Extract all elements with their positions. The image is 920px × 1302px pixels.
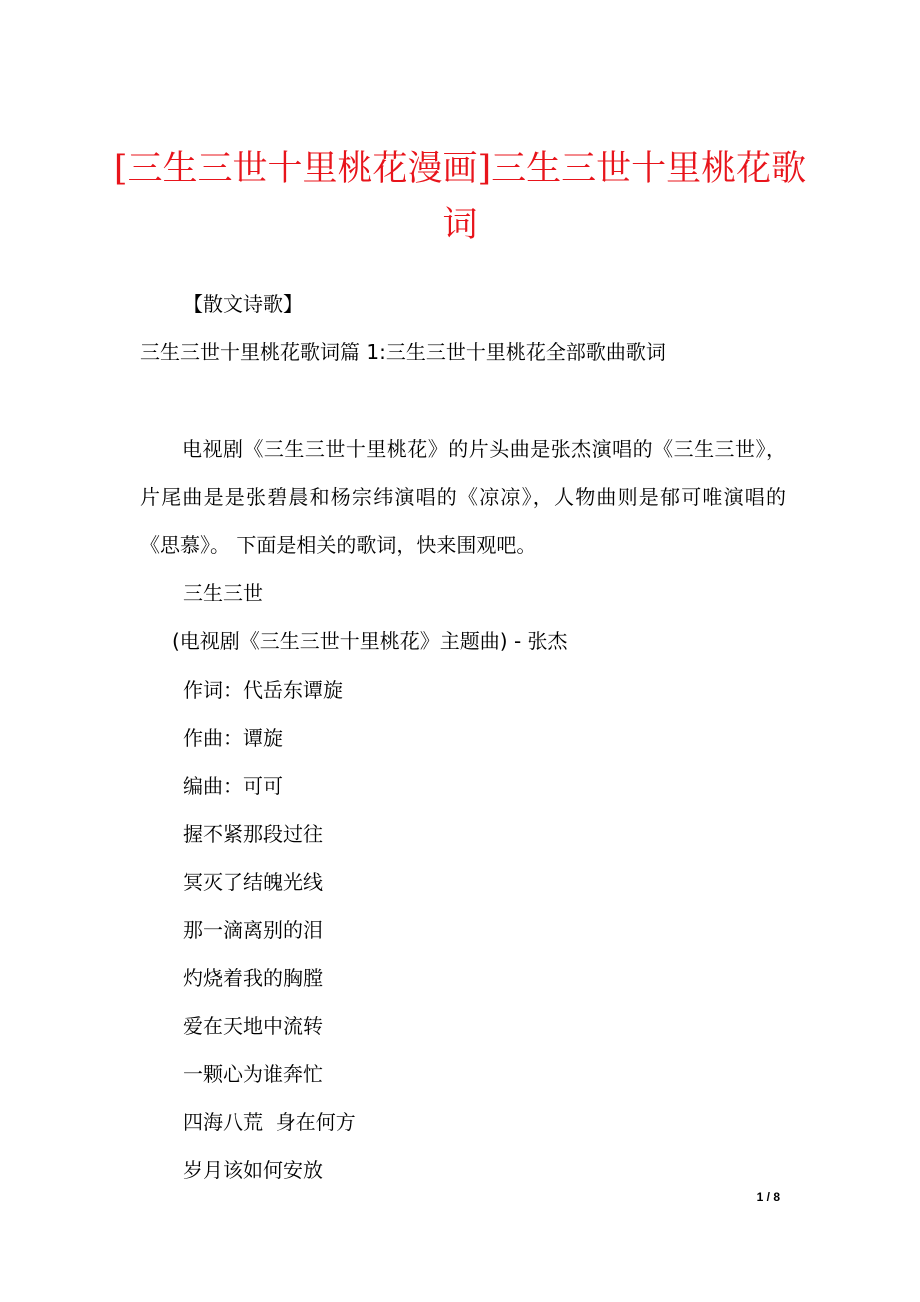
lyric-line: 那一滴离别的泪 (183, 918, 323, 942)
lyric-line: 握不紧那段过往 (183, 822, 323, 846)
composer-credit: 作曲：谭旋 (183, 726, 283, 750)
lyricist-credit: 作词：代岳东谭旋 (183, 678, 343, 702)
song-title: 三生三世 (183, 581, 263, 605)
lyric-line: 岁月该如何安放 (183, 1158, 323, 1182)
intro-paragraph: 电视剧《三生三世十里桃花》的片头曲是张杰演唱的《三生三世》，片尾曲是是张碧晨和杨宗纬演唱的《凉凉》，人物曲则是郁可唯演唱的《思慕》。 下面是相关的歌词，快来围观吧。 (140, 437, 786, 557)
page-number: 1 / 8 (756, 1190, 780, 1204)
section-subheading: 三生三世十里桃花歌词篇 1:三生三世十里桃花全部歌曲歌词 (140, 340, 666, 364)
song-info: (电视剧《三生三世十里桃花》主题曲) - 张杰 (172, 629, 568, 653)
lyric-line: 爱在天地中流转 (183, 1014, 323, 1038)
lyric-line: 灼烧着我的胸膛 (183, 966, 323, 990)
category-label: 【散文诗歌】 (183, 292, 303, 316)
lyric-line: 冥灭了结魄光线 (183, 870, 323, 894)
lyric-line: 四海八荒 身在何方 (183, 1110, 356, 1134)
lyric-line: 一颗心为谁奔忙 (183, 1062, 323, 1086)
document-title: [三生三世十里桃花漫画]三生三世十里桃花歌词 (113, 149, 807, 245)
arranger-credit: 编曲：可可 (183, 774, 283, 798)
